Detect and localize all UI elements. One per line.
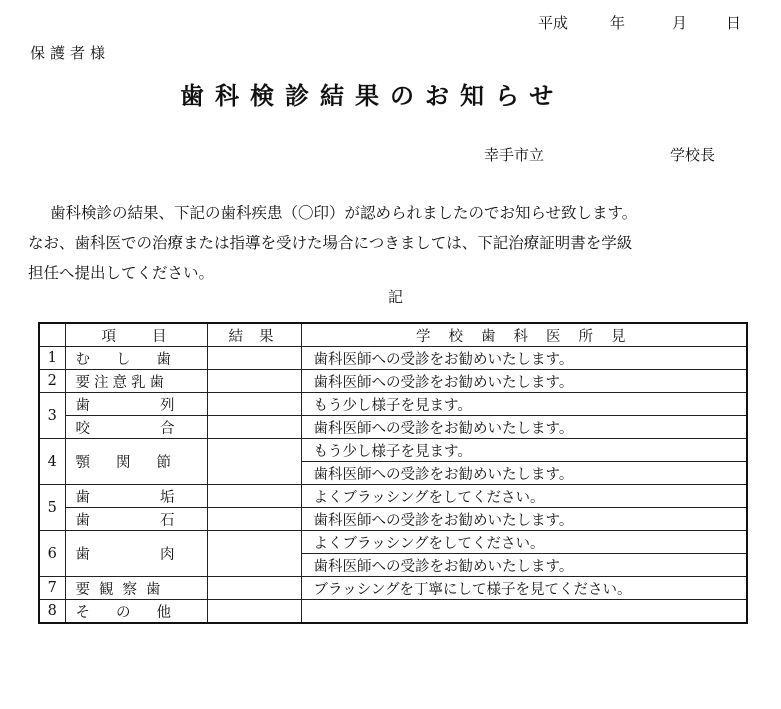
- row-opinion: よくブラッシングをしてください。: [301, 531, 747, 554]
- date-year: 年: [610, 14, 626, 32]
- item-label: 歯垢: [75, 489, 245, 506]
- row-item: [65, 370, 207, 393]
- table-row: [39, 600, 747, 624]
- row-opinion: 歯科医師への受診をお勧めいたします。: [301, 508, 747, 531]
- row-opinion: 歯科医師への受診をお勧めいたします。: [301, 416, 747, 439]
- item-label: むし歯: [75, 351, 197, 368]
- row-item: [65, 508, 245, 531]
- row-opinion: もう少し様子を見ます。: [301, 393, 747, 416]
- table-row: [39, 577, 747, 600]
- item-label: 要観察歯: [75, 581, 170, 598]
- row-opinion: 歯科医師への受診をお勧めいたします。: [301, 554, 747, 577]
- table-row: [39, 416, 747, 439]
- issue-date: [538, 12, 741, 33]
- row-number: 6: [39, 531, 65, 577]
- table-row: [39, 439, 747, 462]
- body-line-1: 歯科検診の結果、下記の歯科疾患（〇印）が認められましたのでお知らせ致します。: [50, 204, 638, 222]
- notice-body: [28, 198, 768, 288]
- row-number: 7: [39, 577, 65, 600]
- item-label: 歯列: [75, 397, 245, 414]
- result-cell[interactable]: [207, 347, 301, 370]
- row-opinion: 歯科医師への受診をお勧めいたします。: [301, 347, 747, 370]
- table-row: [39, 508, 747, 531]
- header-opinion: 学校歯科医所見: [301, 323, 747, 347]
- table-row: [39, 393, 747, 416]
- item-label: 要注意乳歯: [75, 374, 168, 391]
- row-item: [65, 577, 207, 600]
- item-label: その他: [75, 604, 197, 621]
- date-era: 平成: [538, 14, 569, 32]
- row-opinion: ブラッシングを丁寧にして様子を見てください。: [301, 577, 747, 600]
- issuer-role: 学校長: [670, 146, 716, 164]
- row-number: 2: [39, 370, 65, 393]
- row-item: [65, 439, 207, 485]
- item-label: 歯石: [75, 512, 245, 529]
- row-item: [65, 531, 245, 577]
- row-number: 8: [39, 600, 65, 624]
- page-title: 歯科検診結果のお知らせ: [180, 81, 565, 110]
- table-row: [39, 370, 747, 393]
- row-opinion: 歯科医師への受診をお勧めいたします。: [301, 370, 747, 393]
- item-label: 咬合: [75, 420, 245, 437]
- row-opinion: もう少し様子を見ます。: [301, 439, 747, 462]
- row-opinion: [301, 600, 747, 624]
- row-number: 5: [39, 485, 65, 531]
- ki-heading: 記: [388, 288, 404, 306]
- date-month: 月: [672, 14, 688, 32]
- row-opinion: よくブラッシングをしてください。: [301, 485, 747, 508]
- body-line-3: 担任へ提出してください。: [28, 264, 215, 282]
- row-opinion: 歯科医師への受診をお勧めいたします。: [301, 462, 747, 485]
- result-cell[interactable]: [207, 370, 301, 393]
- body-line-2: なお、歯科医での治療または指導を受けた場合につきましては、下記治療証明書を学級: [28, 234, 633, 252]
- row-item: [65, 416, 245, 439]
- table-row: [39, 531, 747, 554]
- addressee: 保護者様: [30, 44, 111, 62]
- row-item: [65, 393, 245, 416]
- row-number: 4: [39, 439, 65, 485]
- result-cell[interactable]: [207, 439, 301, 485]
- issuer-city: 幸手市立: [484, 146, 545, 164]
- result-cell[interactable]: [207, 600, 301, 624]
- row-number: 1: [39, 347, 65, 370]
- header-result: 結果: [207, 323, 301, 347]
- item-label: 顎関節: [75, 455, 197, 471]
- row-item: [65, 485, 245, 508]
- header-item: 項目: [65, 323, 207, 347]
- row-item: [65, 347, 207, 370]
- table-row: [39, 485, 747, 508]
- row-number: 3: [39, 393, 65, 439]
- header-num: [39, 323, 65, 347]
- table-row: [39, 347, 747, 370]
- result-table: [38, 322, 748, 624]
- date-day: 日: [726, 14, 742, 32]
- result-cell[interactable]: [207, 577, 301, 600]
- item-label: 歯肉: [75, 547, 245, 563]
- table-header-row: [39, 323, 747, 347]
- row-item: [65, 600, 207, 624]
